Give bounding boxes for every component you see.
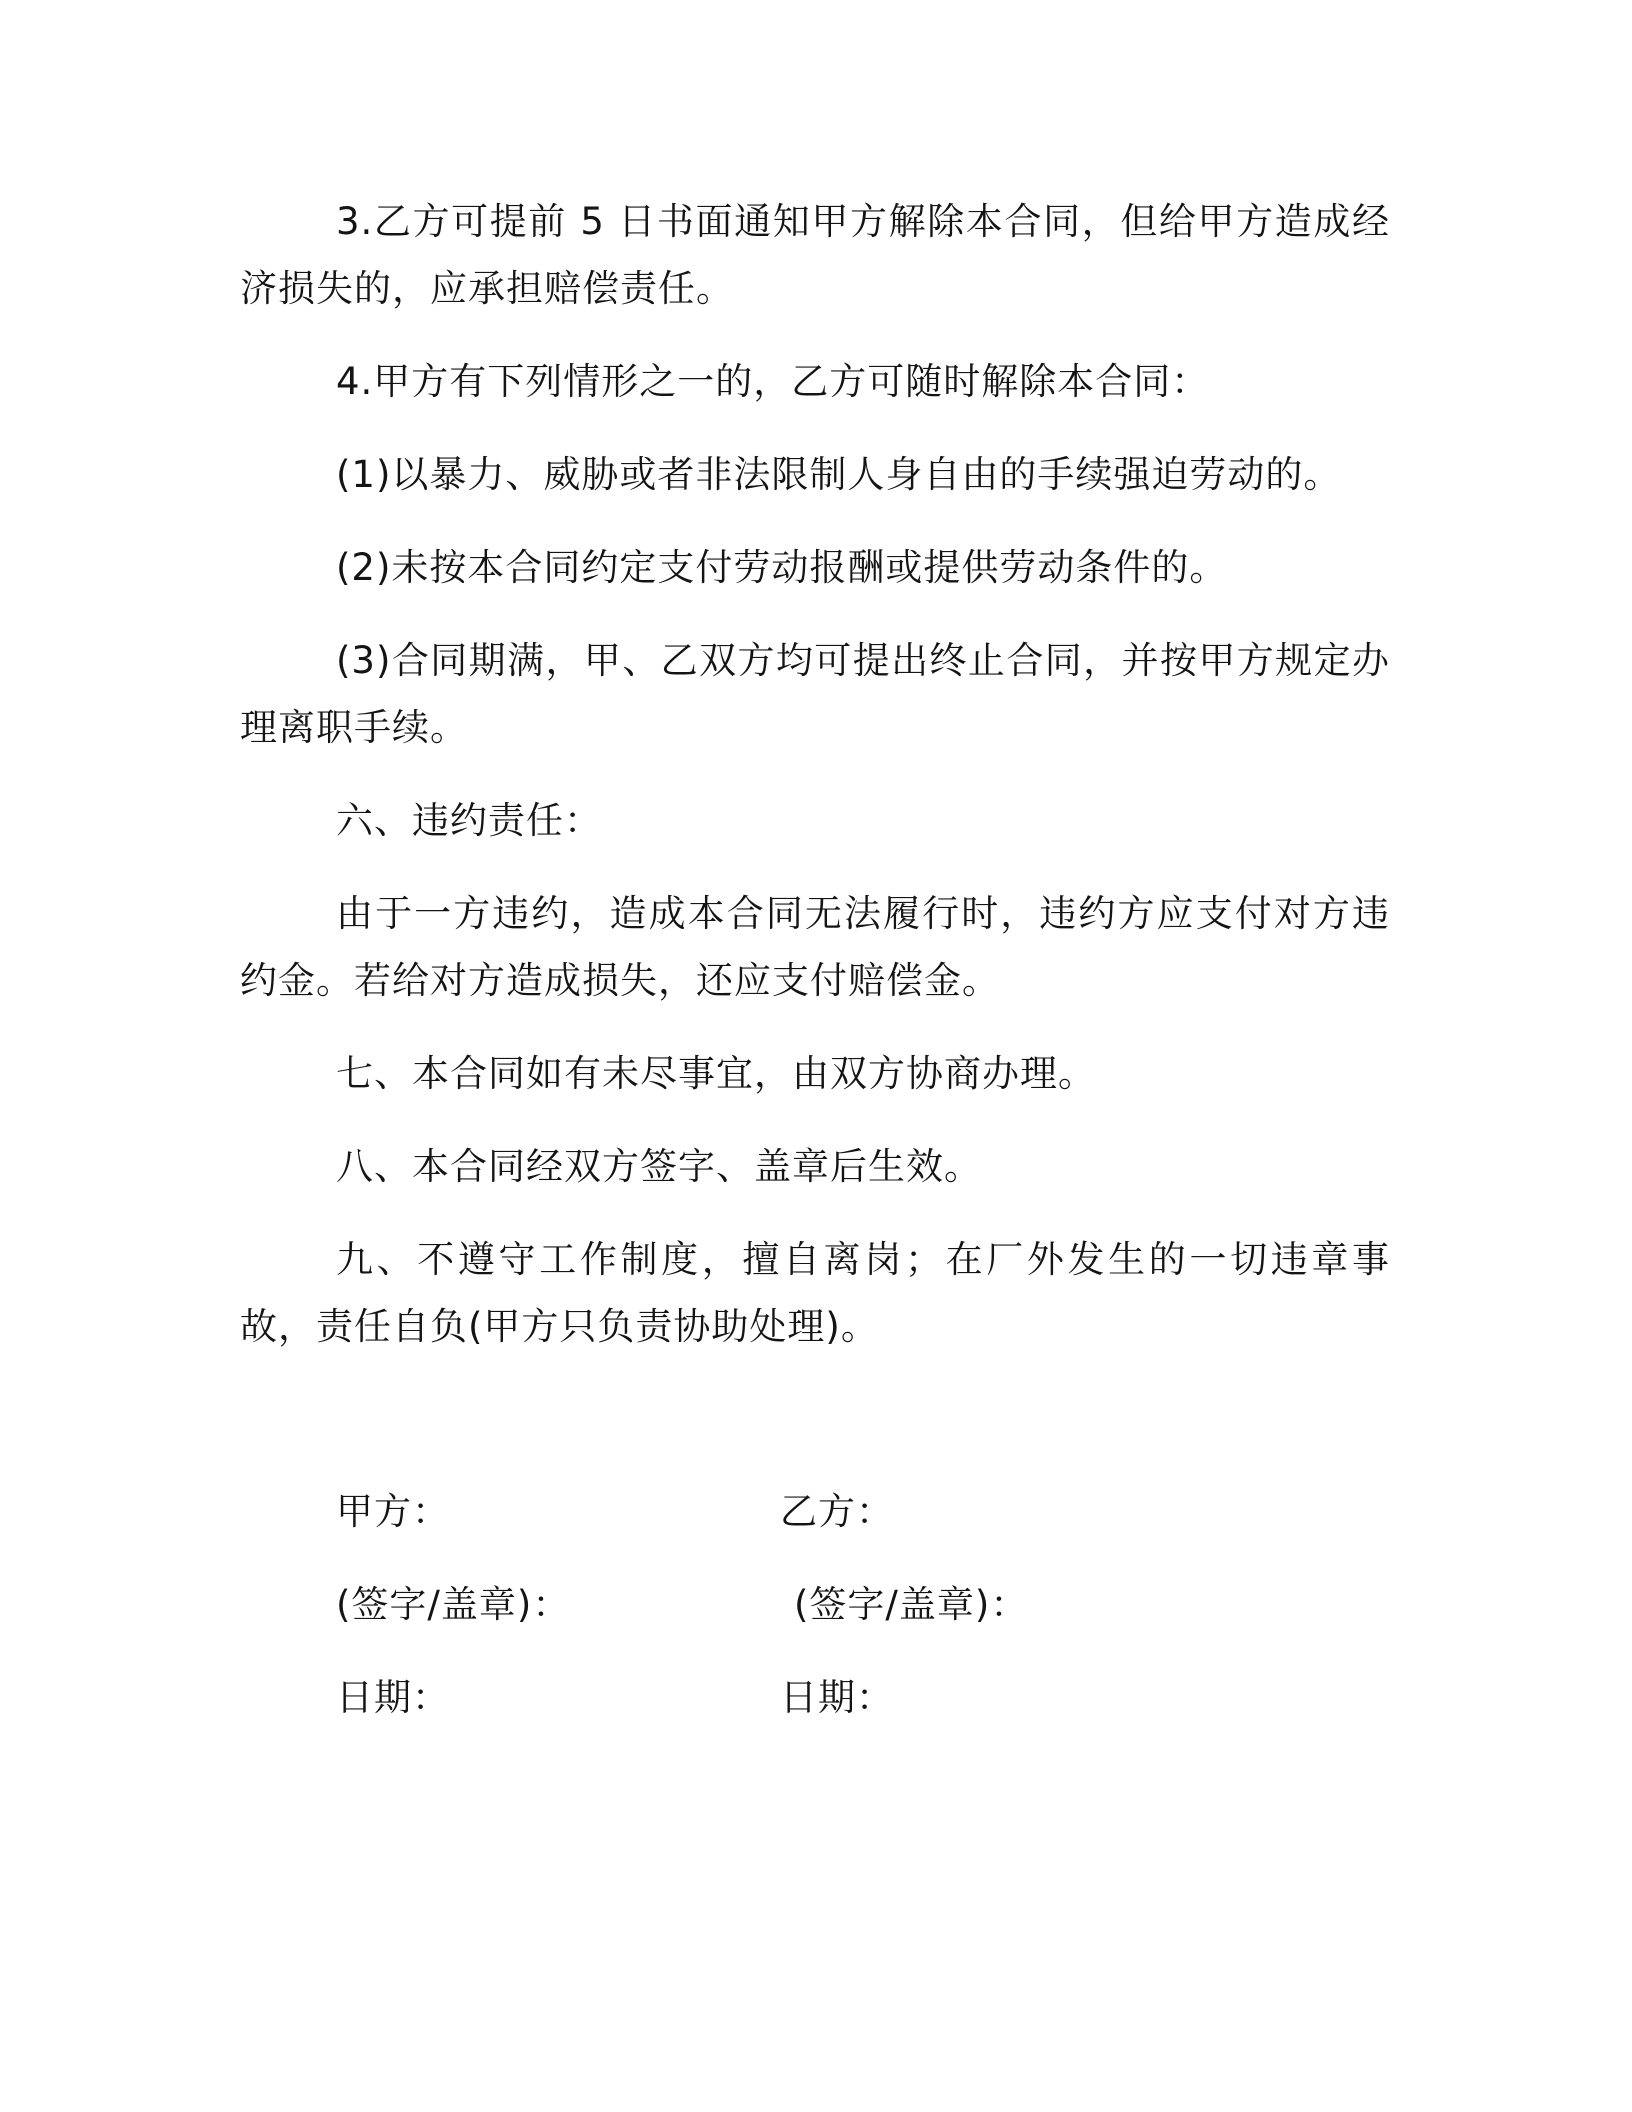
contract-body xyxy=(240,188,1390,1386)
clause-termination-conditions: 4.甲方有下列情形之一的，乙方可随时解除本合同： xyxy=(336,360,1210,403)
party-a-label: 甲方： xyxy=(336,1490,450,1533)
clause-resignation-notice: 3.乙方可提前 5 日书面通知甲方解除本合同，但给甲方造成经济损失的，应承担赔偿责任。 xyxy=(240,200,1390,310)
party-b-sign-label: (签字/盖章)： xyxy=(794,1583,1029,1626)
party-a-date-label: 日期： xyxy=(336,1676,450,1719)
party-b-date-label: 日期： xyxy=(780,1676,894,1719)
clause-item-3: (3)合同期满，甲、乙双方均可提出终止合同，并按甲方规定办理离职手续。 xyxy=(240,639,1390,749)
clause-section-7: 七、本合同如有未尽事宜，由双方协商办理。 xyxy=(336,1052,1096,1095)
clause-section-8: 八、本合同经双方签字、盖章后生效。 xyxy=(336,1145,982,1188)
signature-block xyxy=(336,1478,1336,1757)
section-heading-breach: 六、违约责任： xyxy=(336,799,602,842)
party-a-sign-label: (签字/盖章)： xyxy=(336,1583,571,1626)
signature-row-party xyxy=(336,1478,1336,1571)
signature-row-date xyxy=(336,1664,1336,1757)
party-b-label: 乙方： xyxy=(780,1490,894,1533)
clause-item-1: (1)以暴力、威胁或者非法限制人身自由的手续强迫劳动的。 xyxy=(336,453,1342,496)
clause-section-9: 九、不遵守工作制度，擅自离岗；在厂外发生的一切违章事故，责任自负(甲方只负责协助处理)。 xyxy=(240,1238,1390,1348)
signature-row-sign xyxy=(336,1571,1336,1664)
clause-item-2: (2)未按本合同约定支付劳动报酬或提供劳动条件的。 xyxy=(336,546,1228,589)
clause-breach-liability: 由于一方违约，造成本合同无法履行时，违约方应支付对方违约金。若给对方造成损失，还应支付赔偿金。 xyxy=(240,892,1390,1002)
